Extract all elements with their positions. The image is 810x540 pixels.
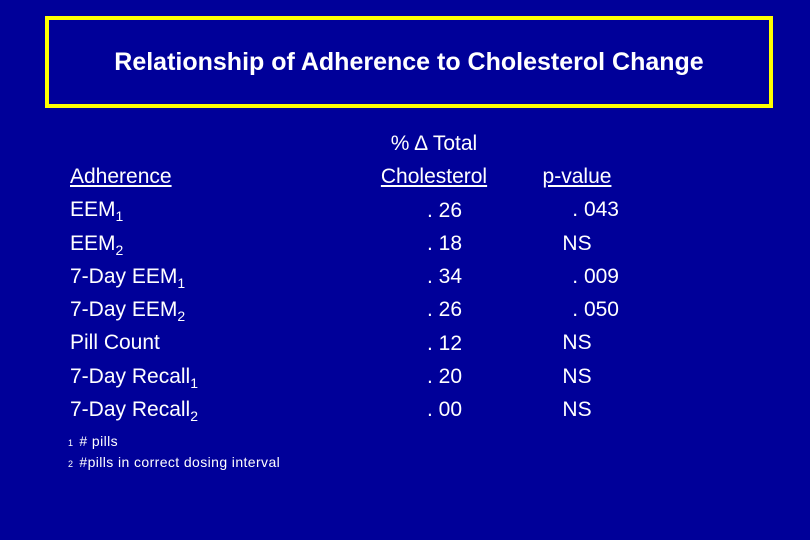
pvalue-column <box>535 160 619 426</box>
chol-value: . 00 <box>427 398 463 422</box>
chol-value: . 20 <box>427 365 463 389</box>
pvalue-value: . 050 <box>572 298 619 322</box>
pvalue-value: . 009 <box>572 264 619 288</box>
row-label-7day-recall-1: 7-Day Recall$_1$ <box>70 364 199 391</box>
row-label-7day-eem-2: 7-Day $EEM_2$ <box>70 298 186 325</box>
pvalue-value: NS <box>562 364 592 388</box>
cholesterol-header-line1: % Δ Total <box>390 132 478 155</box>
pvalue-value: NS <box>562 231 592 255</box>
slide-title: Relationship of Adherence to Cholesterol Change <box>114 47 704 76</box>
chol-value: . 34 <box>427 265 463 289</box>
row-label-eem-1: $EEM_1$ <box>70 198 124 225</box>
adherence-header: Adherence <box>70 165 172 188</box>
footnotes <box>68 432 280 474</box>
title-box <box>45 16 773 108</box>
pvalue-header: p-value <box>542 165 612 188</box>
row-label-pill-count: Pill Count <box>70 331 160 355</box>
pvalue-value: . 043 <box>572 198 619 222</box>
cholesterol-column <box>370 127 498 427</box>
row-label-7day-eem-1: 7-Day $EEM_1$ <box>70 264 186 291</box>
chol-value: . 18 <box>427 231 463 255</box>
row-label-eem-2: $EEM_2$ <box>70 231 124 258</box>
chol-value: . 26 <box>427 198 463 222</box>
row-label-7day-recall-2: 7-Day Recall$_2$ <box>70 398 199 425</box>
chol-value: . 12 <box>427 331 463 355</box>
adherence-column <box>70 160 198 426</box>
pvalue-value: NS <box>562 331 592 355</box>
pvalue-value: NS <box>562 398 592 422</box>
footnote-1: 1 # pills <box>68 433 118 449</box>
cholesterol-header-line2: Cholesterol <box>380 165 488 189</box>
footnote-2: 2 #pills in correct dosing interval <box>68 454 281 470</box>
chol-value: . 26 <box>427 298 463 322</box>
